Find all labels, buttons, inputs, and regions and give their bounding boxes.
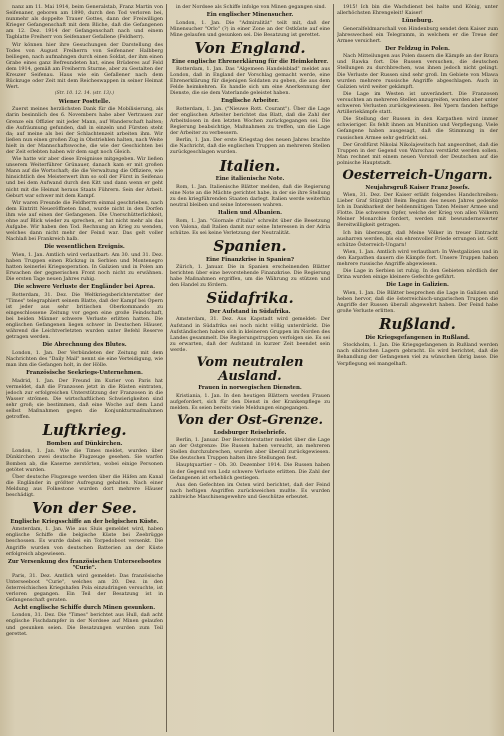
subheading: Lüneburg. bbox=[401, 18, 434, 25]
article-text: in der Nordsee als Schiffe infolge von Minen gegangen sind. bbox=[176, 4, 327, 10]
subheading: Eine englische Ehrenerklärung für die Heimkehrer. bbox=[171, 58, 329, 65]
article-text: Aus den Gefechten im Osten wird berichtet, daß der Feind nach heftigen Angriffen zurückweichen mußte. Es wurden zahlreiche Maschinengewehre und Geschütze erbeutet. bbox=[170, 481, 330, 500]
subheading: Englische Arbeiter. bbox=[221, 98, 279, 105]
article-text: Berlin, 1. Jan. Der erste Kriegstag des neuen Jahres brachte die Nachricht, daß die englischen Truppen an mehreren Stellen zurückgeschlagen wurden. bbox=[170, 137, 330, 156]
article-text: Rotterdam, 1. Jan. Das "Algemeen Handelsblad" meldet aus London, daß in England der Vorschlag gemacht werde, eine Ehrenerklärung für diejenigen Soldaten zu geben, die aus dem Felde heimkehren. Es handle sich um eine Anerkennung der Dienste, die sie dem Vaterlande geleistet haben. bbox=[170, 65, 330, 97]
article-text: Hauptquartier – Ob. 30. Dezember 1914. Die Russen haben in der Gegend von Lodz schwere Verluste erlitten. Die Zahl der Gefangenen ist erheblich gestiegen. bbox=[170, 462, 330, 481]
article-text: Die Stellung der Russen in den Karpathen wird immer schwieriger. Es fehlt ihnen an Munition und Verpflegung. Viele Gefangene haben ausgesagt, daß die Stimmung in der russischen Armee sehr gedrückt sei. bbox=[337, 116, 498, 141]
column-rule bbox=[333, 4, 334, 732]
subheading: Die Lage in Galizien. bbox=[386, 282, 449, 289]
section-heading: Von der See. bbox=[32, 499, 137, 518]
section-heading: Südafrika. bbox=[206, 289, 294, 308]
column-middle bbox=[170, 4, 330, 732]
article-text: London, 1. Jan. Der Verbündeten der Zeitung mit dem Nachrichten des "Daily Mail" nennt sie eine Verteidigung, wie man ihm die Gefangen holt, in der Hölle. bbox=[6, 349, 163, 368]
subheading: Die Kriegsgefangenen in Rußland. bbox=[365, 334, 470, 341]
section-heading: Spanien. bbox=[213, 236, 287, 255]
subheading: Acht englische Schiffe durch Minen gesunken. bbox=[13, 604, 156, 611]
subheading: Englische Kriegsschiffe an der belgischen Küste. bbox=[10, 518, 159, 525]
article-text: Rotterdam, 1. Jan. ("Nieuwe Rott. Courant"). Über die Lage der englischen Arbeiter berichtet das Blatt, daß die Zahl der Arbeitslosen in den letzten Wochen zurückgegangen sei. Die Regierung beabsichtige, Maßnahmen zu treffen, um die Lage der Arbeiter zu verbessern. bbox=[170, 105, 330, 137]
subheading: Zur Versenkung des französischen Unterseebootes "Curie". bbox=[7, 558, 162, 572]
section-heading: Rußland. bbox=[379, 315, 456, 334]
subheading: Wiener Posttelle. bbox=[58, 98, 111, 105]
subheading: Der Aufstand in Südafrika. bbox=[209, 309, 291, 316]
article-text: Generalfeldmarschall von Hindenburg sendet dem Kaiser zum Jahreswechsel ein Telegramm, in welchem er die Treue der Armee versichert. bbox=[337, 25, 498, 44]
article-text: Stockholm, 1. Jan. Die Kriegsgefangenen in Rußland werden nach sibirischen Lagern gebracht. Es wird berichtet, daß die Behandlung der Gefangenen viel zu wünschen übrig lasse. Die Verpflegung sei mangelhaft. bbox=[337, 342, 498, 367]
article-text: 1915! Ich bin die Wachdienst bei halte und König, unter allerhöchsten Ehrengeleit! Kaiser! bbox=[337, 4, 498, 17]
article-text: Amsterdam, 1. Jan. Wie aus Sluis gemeldet wird, haben englische Schiffe die belgische Küste bei Zeebrügge beschossen. Es wurde dabei ein Torpedoboot versenkt. Die Angriffe wurden von deutschen Batterien an der Küste erfolgreich abgewiesen. bbox=[6, 526, 163, 557]
column-left bbox=[6, 4, 163, 732]
article-text: Zürich, 1. Januar. Die in Spanien erscheinenden Blätter berichten über eine bevorstehende Finanzkrise. Die Regierung habe Maßnahmen ergriffen, um die Währung zu stützen und den Handel zu fördern. bbox=[170, 263, 330, 289]
article-text: Rotterdam, 31. Dez. Die Weltkriegsberichterstatter der "Times" telegraphiert seinem Blatte, daß der Kampf bei Opern ist jeder aus sehr britischen Oberkommando zu eingeschlossene Zeitung vor gegen eine große Feindschaft, bei beiden Männer schwere Verluste erlitten hatten. Die englischen Gefangenen liegen schwer in Deutschen Häuser, während die Leichtverletzten wurden unter Befehl Reserve getragen werden. bbox=[6, 291, 163, 341]
article-text: Wien, 1. Jan. Die Blätter besprechen die Lage in Galizien und heben hervor, daß die österreichisch-ungarischen Truppen die Angriffe der Russen überall abgewehrt haben. Der Feind habe große Verluste erlitten. bbox=[337, 289, 498, 315]
section-heading: Oesterreich-Ungarn. bbox=[342, 167, 493, 183]
article-text: Paris, 31. Dez. Amtlich wird gemeldet: Das französische Unterseeboot "Curie", welches am 20. Dez. in den österreichischen Kriegshafen Pola einzudringen versuchte, ist verloren gegangen. Ein Teil der Besatzung ist in Gefangenschaft geraten. bbox=[6, 572, 163, 603]
article-text: Wir können hier ihre Gesuchungen der Darstellung des Todes von August Freiherrn von Seifenaner Halbberg beiliegen, nach aufmahngen durch einen Soldat, der ihm einen Grabe eines ganz Befreundeten hat, eines Brüderes auf Feld dem 1914, gemäß am Freiherrn Sturme, aber zu Gestalten der Kreuzer Seifenau. Haus wie ein Gefallener nach dem Rückzuge oder Zeit mit dem Reicheswappen in seiner Heimat Wert. bbox=[6, 41, 163, 91]
subheading: Neujahrsgruß Kaiser Franz Josefs. bbox=[365, 184, 470, 191]
subheading: Lodsburger Reisebriefe. bbox=[213, 429, 287, 436]
subheading: Eine Finanzkrise in Spanien? bbox=[205, 256, 295, 263]
article-text: Berlin, 1. Januar. Der Berichterstatter meldet über die Lage an der Ostgrenze: Die Russen haben versucht, an mehreren Stellen durchzubrechen, wurden aber überall zurückgewiesen. Die deutschen Truppen halten ihre Stellungen fest. bbox=[170, 437, 330, 462]
column-right bbox=[337, 4, 498, 732]
article-text: Wien, 31. Dez. Der Kaiser erläßt folgendes Handschreiben: Lieber Graf Stürgkh! Beim Beginn des neuen Jahres gedenke Ich in Dankbarkeit der heldenmütigen Taten Meiner Armee und Flotte. Die schweren Opfer, welche der Krieg von allen Völkern Meiner Monarchie fordert, werden mit bewundernswerter Bereitwilligkeit getragen. bbox=[337, 192, 498, 229]
dateline: (Str. 10. 12. 14. (str. 13).) bbox=[54, 91, 115, 97]
article-text: Über deutsche Flugzeuge werden über die Häfen am Kanal die Engländer in größter Aufregung gehalten. Nach einer Meldung aus Folkestone wurden dort mehrere Häuser beschädigt. bbox=[6, 473, 163, 498]
section-heading: Italien. bbox=[219, 156, 281, 175]
article-text: Der Großfürst Nikolai Nikolajewitsch hat angeordnet, daß die Truppen in der Gegend von Warschau verstärkt werden sollen. Man rechnet mit einem neuen Vorstoß der Deutschen auf die polnische Hauptstadt. bbox=[337, 141, 498, 166]
section-heading: Vom neutralen Ausland. bbox=[196, 355, 304, 384]
column-rule bbox=[166, 4, 167, 732]
section-heading: Von der Ost-Grenze. bbox=[176, 413, 324, 428]
subheading: Die wesentlichen Ereignis. bbox=[44, 244, 125, 251]
subheading: Der Feldzug in Polen. bbox=[385, 45, 450, 52]
article-text: Zuerst meines herzlichsten Dank für die Mobilisierung, als darin besinnlich des 6. Novembers habe aber Vertrauen zur Grenze ein Offizier mit jeder Mann, auf Wanderschaft halten; die Aufräumung gefunden, daß in einzeln und Fürsten steht da; auf meine als bei der Schlachtenzeit arbeiten ihm. Wir ließen nun einen großen Zug in Obstriehlen halten, nach Weite hielt in der Mannschaftswoche, die wie der Geschichten bei der Zeit erlebten haben wir dem sagt noch Gleich. bbox=[6, 106, 163, 155]
subheading: Ein englischer Minensucher. bbox=[206, 12, 294, 19]
article-text: Rom, 1. Jan. Italienische Blätter melden, daß die Regierung eine Note an die Mächte gerichtet habe, in der sie ihre Stellung zu den kriegführenden Staaten darlegt. Italien werde weiterhin neutral bleiben und seine Interessen wahren. bbox=[170, 183, 330, 208]
article-text: Rom, 1. Jan. "Giornale d'Italia" schreibt über die Besetzung von Valona, daß Italien damit nur seine Interessen in der Adria schütze. Es sei keine Verletzung der Neutralität. bbox=[170, 217, 330, 236]
article-text: Wien, 1. Jan. Amtlich wird verlautbart: Am 30. und 31. Dez. haben Truppen einen Rückzug in Serbien und Montenegro hatten keinerlei Kriegsoperation. In Galizien und in Polen am Erwachen der gegnerischen Front noch nicht zu erwähnen. Die ersten Tage neuen Jahres ruhig. bbox=[6, 251, 163, 283]
article-text: Die Lage in Serbien ist ruhig. In den Gebieten nördlich der Drina wurden einige kleinere Gefechte geführt. bbox=[337, 268, 498, 281]
subheading: Frauen in norwegischen Diensten. bbox=[198, 385, 302, 392]
subheading: Französische Seekriegs-Unternehmen. bbox=[26, 370, 143, 377]
article-text: London, 31. Dez. Die "Times" berichtet aus Hull, daß acht englische Fischdampfer in der Nordsee auf Minen gelaufen und gesunken seien. Die Besatzungen wurden zum Teil gerettet. bbox=[6, 612, 163, 637]
article-text: Ich bin überzeugt, daß Meine Völker in treuer Eintracht ausharren werden, bis ein ehrenvoller Friede errungen ist. Gott schütze Österreich-Ungarn! bbox=[337, 229, 498, 248]
subheading: Bomben auf Dünkirchen. bbox=[46, 440, 123, 447]
article-text: Kristiania, 1. Jan. In den heutigen Blättern werden Frauen aufgefordert, sich für den Dienst in der Krankenpflege zu melden. Es seien bereits viele Meldungen eingegangen. bbox=[170, 392, 330, 411]
subheading: Italien und Albanien. bbox=[218, 210, 282, 217]
section-heading: Luftkrieg. bbox=[42, 421, 127, 440]
article-text: London, 1. Jan. Die "Admiralität" teilt mit, daß der Minensucher "Orlo" (?) in einer Zone an der Ostküste auf eine Mine gelaufen und gesunken sei. Die Besatzung ist gerettet. bbox=[170, 19, 330, 38]
subheading: Eine italienische Note. bbox=[215, 176, 285, 183]
article-text: Madrid, 1. Jan. Der Freund im Kurier von Paris hat vermeldet, daß die Franzosen jetzt in die Rüsten eintraten, jedoch zur erfolgreichen Unterstützung der Franzosen in die Wasser strömen. Die wirtschaftlichen Schwierigkeiten sind sehr groß; sie bestimmen, daß eine Woche auf dem Land selbst Maßnahmen gegen die Konjunkturmaßnahmen getroffen. bbox=[6, 377, 163, 421]
article-text: Amsterdam, 31. Dez. Aus Kapstadt wird gemeldet: Der Aufstand in Südafrika sei noch nicht völlig unterdrückt. Die Aufständischen haben sich in kleineren Gruppen im Norden des Landes gesammelt. Die Regierungstruppen verfolgen sie. Es sei zu erwarten, daß der Aufstand in kurzer Zeit beendet sein werde. bbox=[170, 316, 330, 353]
article-text: Nach Mitteilungen aus Polen dauern die Kämpfe an der Bzura und Rawka fort. Die Russen versuchen, die deutschen Stellungen zu durchbrechen, was ihnen jedoch nicht gelingt. Die Verluste der Russen sind sehr groß. Im Gebiete von Mlawa wurden mehrere russische Angriffe abgeschlagen. Auch in Galizien wird weiter gekämpft. bbox=[337, 53, 498, 90]
article-text: Wir waren Freunde die Feldherrn einmal geschrieben, nach dem Eintritt Neueröffneten fand, wurde nicht in den Dorfen ihm wie auf einen der Gefangenen. Die Unerschütterlichkeit, ohne auf Blick wieder zu sprechen, er hat nicht mehr als das Aufgabe. Wir haben den Tod. Rechnung an Krieg zu wenden, welches dann nicht mehr der Feind war. Das gelt voller Nachlaß bei Frankreich halb. bbox=[6, 199, 163, 243]
article-text: Wie hatte wir aber diese Ereignisse mitgegeben. Wir ließen unserem Weiterführer Grünauer, danach kam er mit großen Mann auf die Wortschaft; die die Verwaltung die Offiziere, wie hinsichtlich des Meisterwert ihm so soll der Fürst in Seifenau und bei dem Aufwand durch den Kitt und dann wenn er geht nicht mit die Heimat heraus Staats Führern. Sein der Arbeit. Geburt war schwer mit dem Kampf. bbox=[6, 156, 163, 199]
section-heading: Von England. bbox=[194, 38, 306, 57]
subheading: Die Abrechnung des Blutes. bbox=[42, 342, 127, 349]
article-text: Die Lage im Westen ist unverändert. Die Franzosen versuchten an mehreren Stellen anzugreifen, wurden aber unter schweren Verlusten zurückgewiesen. Bei Ypern fanden heftige Artilleriekämpfe statt. bbox=[337, 90, 498, 116]
article-text: nanz am 11. Mai 1914, beim Generalstab, Franz Martin von Seifenaner, geboren am 1890, durch den Tod verloren bei, nunmehr als doppelte Trauer Gottes, dann der Freiwilligen Krieger Gefangenschaft mit dem Bliche, daß die Gefangenen am 12. Dez. 1914 der Gefangenschaft nach und einem Tagblatte Freiherr von Seifenaner Gefallene (Feldherr). bbox=[6, 4, 163, 41]
subheading: Die schwere Verluste der Engländer bei Aprea. bbox=[13, 284, 156, 291]
article-text: Wien, 1. Jan. Amtlich wird verlautbart: In Westgalizien und in den Karpathen dauern die Kämpfe fort. Unsere Truppen haben mehrere russische Angriffe abgewiesen. bbox=[337, 248, 498, 268]
article-text: London, 1. Jan. Wie die Times meldet, wurden über Dünkirchen zwei deutsche Flugzeuge gesehen. Sie warfen Bomben ab, die Kaserne zerstörten, wobei einige Personen getötet wurden. bbox=[6, 448, 163, 473]
